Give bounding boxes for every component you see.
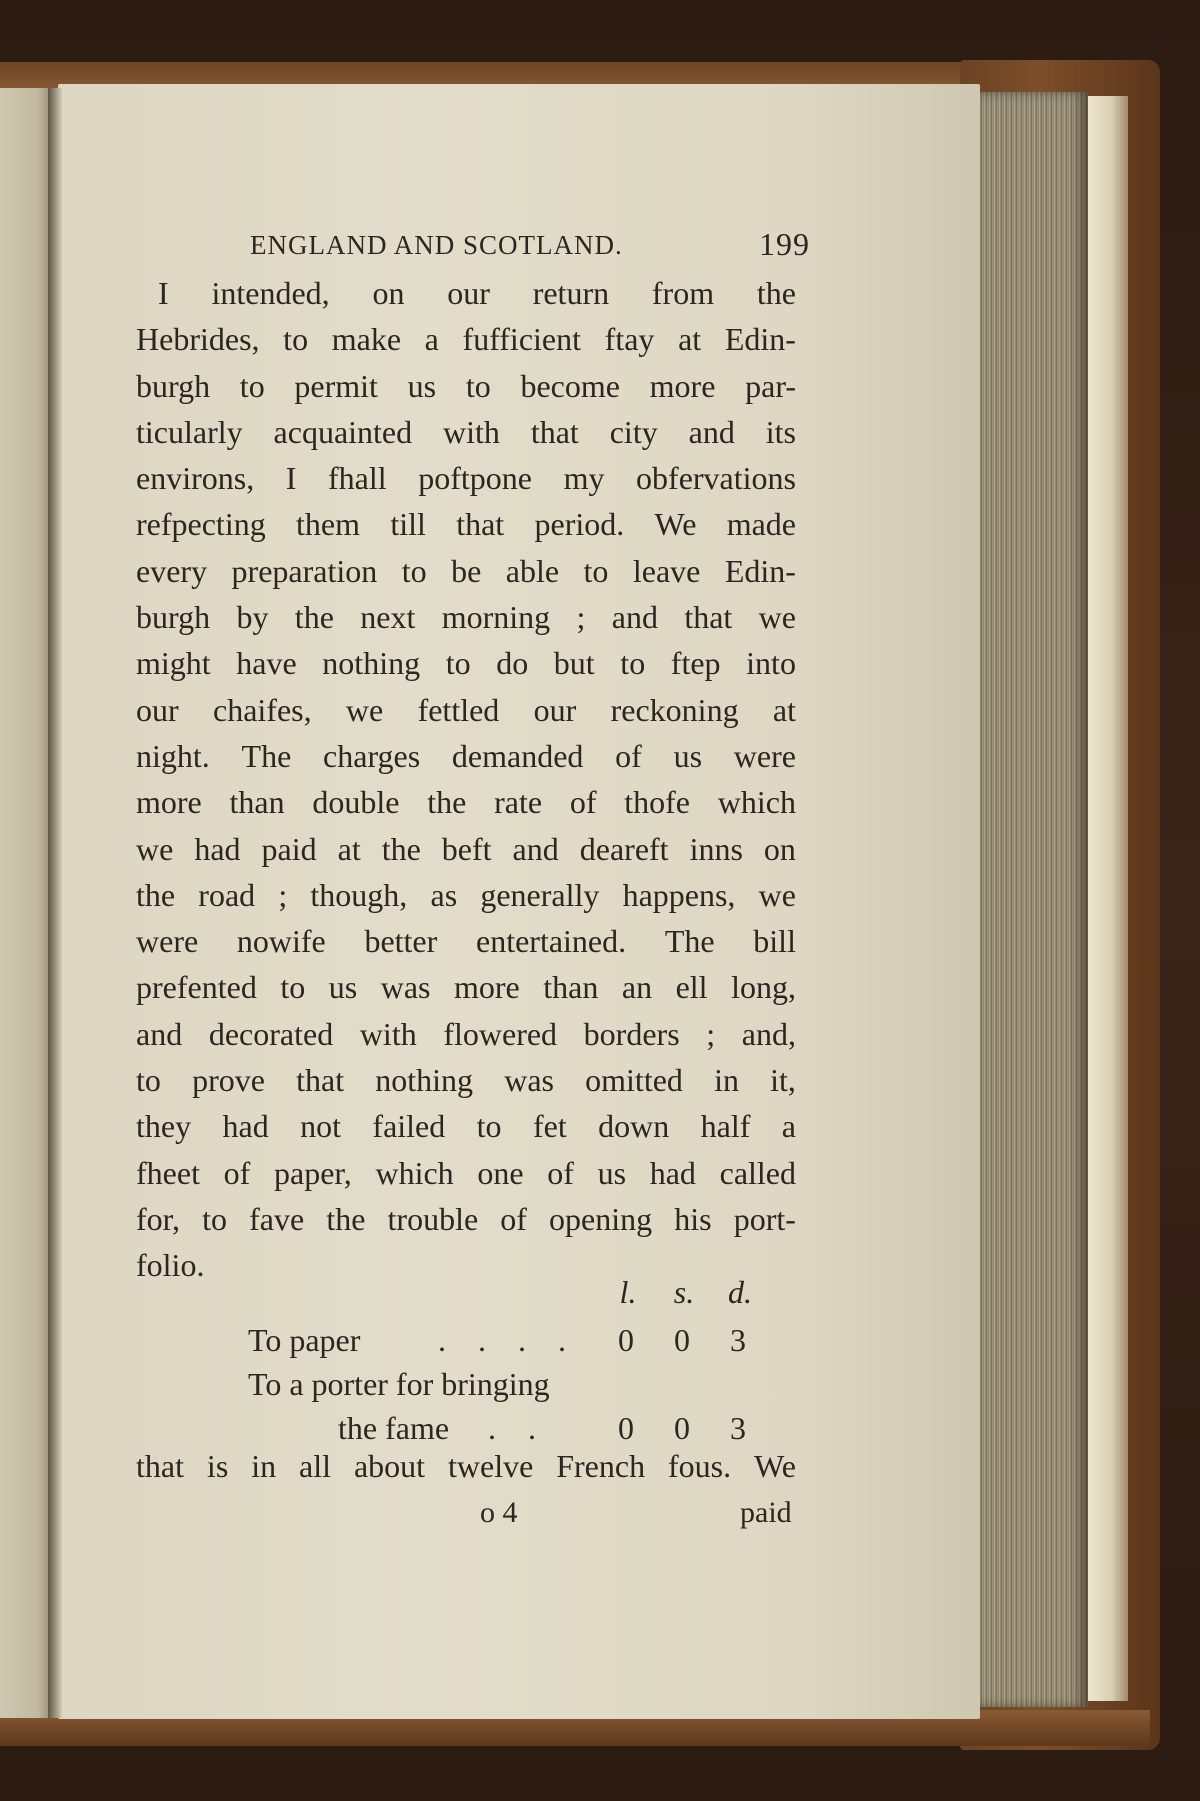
shillings-header: s. [673,1274,695,1310]
pounds-value: 0 [618,1410,634,1446]
text-line: fheet of paper, which one of us had called [136,1154,796,1191]
text-line: ticularly acquainted with that city and its [136,413,796,450]
text-line: to prove that nothing was omitted in it, [136,1062,796,1099]
text-line: burgh by the next morning ; and that we [136,599,796,636]
text-line: more than double the rate of thofe which [136,784,796,821]
pence-value: 3 [730,1410,746,1446]
page-stack [978,92,1088,1707]
account-row-label: To paper [248,1322,361,1358]
text-line: they had not failed to fet down half a [136,1108,796,1145]
text-line: refpecting them till that period. We made [136,506,796,543]
book-gutter [48,88,62,1718]
text-line: burgh to permit us to become more par- [136,367,796,404]
text-line: were nowife better entertained. The bill [136,923,796,960]
page-number: 199 [759,226,810,262]
account-row-values [598,1410,768,1447]
running-title: ENGLAND AND SCOTLAND. [250,230,623,260]
text-line: Hebrides, to make a fufficient ftay at Edin- [136,321,796,358]
left-page-edge [0,88,54,1718]
account-row [248,1322,768,1368]
text-line: folio. [136,1247,205,1284]
account-row [248,1366,768,1412]
text-line: and decorated with flowered borders ; and, [136,1015,796,1052]
running-header [250,222,810,262]
account-row-label: the fame [338,1410,450,1446]
text-line: environs, I fhall poftpone my obfervations [136,460,796,497]
account-header [600,1274,770,1311]
account-row-values [598,1322,768,1359]
text-line: we had paid at the beft and deareft inns on [136,830,796,867]
account-row-leader: . . . . [438,1322,578,1358]
shillings-value: 0 [674,1322,690,1358]
pence-header: d. [728,1274,752,1310]
account-row-label: To a porter for bringing [248,1366,550,1402]
final-text-line: that is in all about twelve French fous. We [136,1448,796,1484]
text-line: night. The charges demanded of us were [136,737,796,774]
page-block-edge [1088,96,1128,1701]
pounds-header: l. [619,1274,637,1310]
text-line: might have nothing to do but to ftep into [136,645,796,682]
text-line: for, to fave the trouble of opening his port- [136,1200,796,1237]
catchword: paid [740,1496,792,1529]
signature-mark: o 4 [480,1496,518,1529]
shillings-value: 0 [674,1410,690,1446]
account-row-leader: . . [488,1410,548,1446]
pence-value: 3 [730,1322,746,1358]
text-line: the road ; though, as generally happens, we [136,876,796,913]
body-text [136,270,796,1289]
pounds-value: 0 [618,1322,634,1358]
text-line: every preparation to be able to leave Edin- [136,552,796,589]
text-line: prefented to us was more than an ell long, [136,969,796,1006]
text-line: I intended, on our return from the [158,275,796,311]
text-line: our chaifes, we fettled our reckoning at [136,691,796,728]
